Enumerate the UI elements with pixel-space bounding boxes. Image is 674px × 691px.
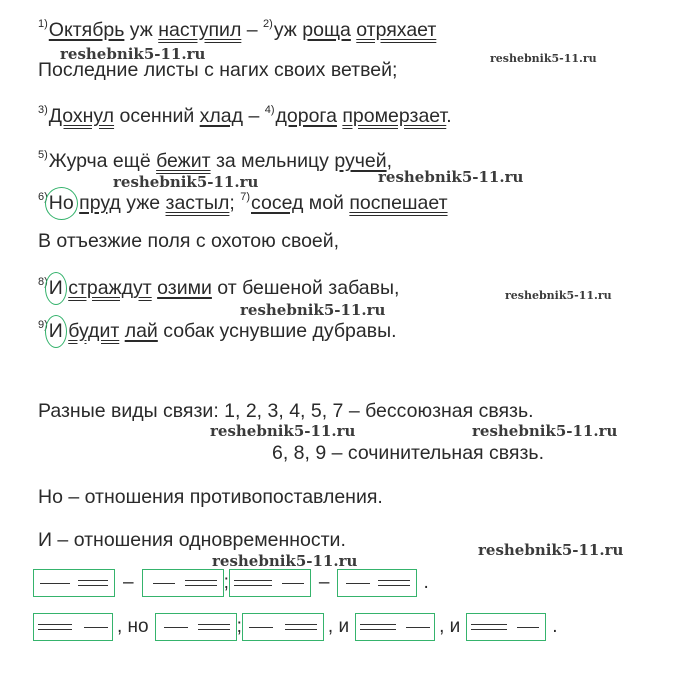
watermark: reshebnik5-11.ru (210, 422, 356, 440)
watermark: reshebnik5-11.ru (240, 301, 386, 319)
conjunction-circle: И (48, 277, 63, 299)
poem-line-8: $^{9)}$И будит лай собак уснувшие дубравы. (38, 319, 397, 342)
scheme-row-2: , но ; , и , и . (33, 611, 558, 643)
conjunction-circle: И (48, 320, 63, 342)
poem-line-3: $^{3)}$Дохнул осенний хлад – $^{4)}$дорога промерзает. (38, 104, 452, 127)
poem-line-1: $^{1)}$Октябрь уж наступил – $^{2)}$уж роща отряхает (38, 18, 437, 41)
poem-line-2: Последние листы с нагих своих ветвей; (38, 59, 398, 81)
watermark: reshebnik5-11.ru (490, 52, 597, 65)
watermark: reshebnik5-11.ru (212, 552, 358, 570)
analysis-line-2: 6, 8, 9 – сочинительная связь. (272, 442, 544, 464)
clause-box (466, 613, 546, 641)
poem-line-4: $^{5)}$Журча ещё бежит за мельницу ручей, (38, 149, 393, 172)
watermark: reshebnik5-11.ru (113, 173, 259, 191)
conjunction-circle: Но (48, 192, 74, 214)
watermark: reshebnik5-11.ru (472, 422, 618, 440)
analysis-line-4: И – отношения одновременности. (38, 529, 346, 551)
watermark: reshebnik5-11.ru (378, 168, 524, 186)
clause-box (355, 613, 435, 641)
clause-box (229, 569, 311, 597)
watermark: reshebnik5-11.ru (60, 45, 206, 63)
watermark: reshebnik5-11.ru (505, 289, 612, 302)
clause-box (155, 613, 237, 641)
clause-box (33, 613, 113, 641)
poem-line-7: $^{8)}$И страждут озими от бешеной забавы, (38, 276, 400, 299)
poem-line-6: В отъезжие поля с охотою своей, (38, 230, 340, 252)
clause-box (33, 569, 115, 597)
poem-line-5: $^{6)}$Но пруд уже застыл; $^{7)}$сосед мой поспешает (38, 191, 448, 214)
clause-box (242, 613, 324, 641)
clause-box (337, 569, 417, 597)
analysis-line-1: Разные виды связи: 1, 2, 3, 4, 5, 7 – бессоюзная связь. (38, 400, 534, 422)
clause-box (142, 569, 224, 597)
analysis-line-3: Но – отношения противопоставления. (38, 486, 383, 508)
watermark: reshebnik5-11.ru (478, 541, 624, 559)
scheme-row-1: – ; – . (33, 567, 429, 599)
